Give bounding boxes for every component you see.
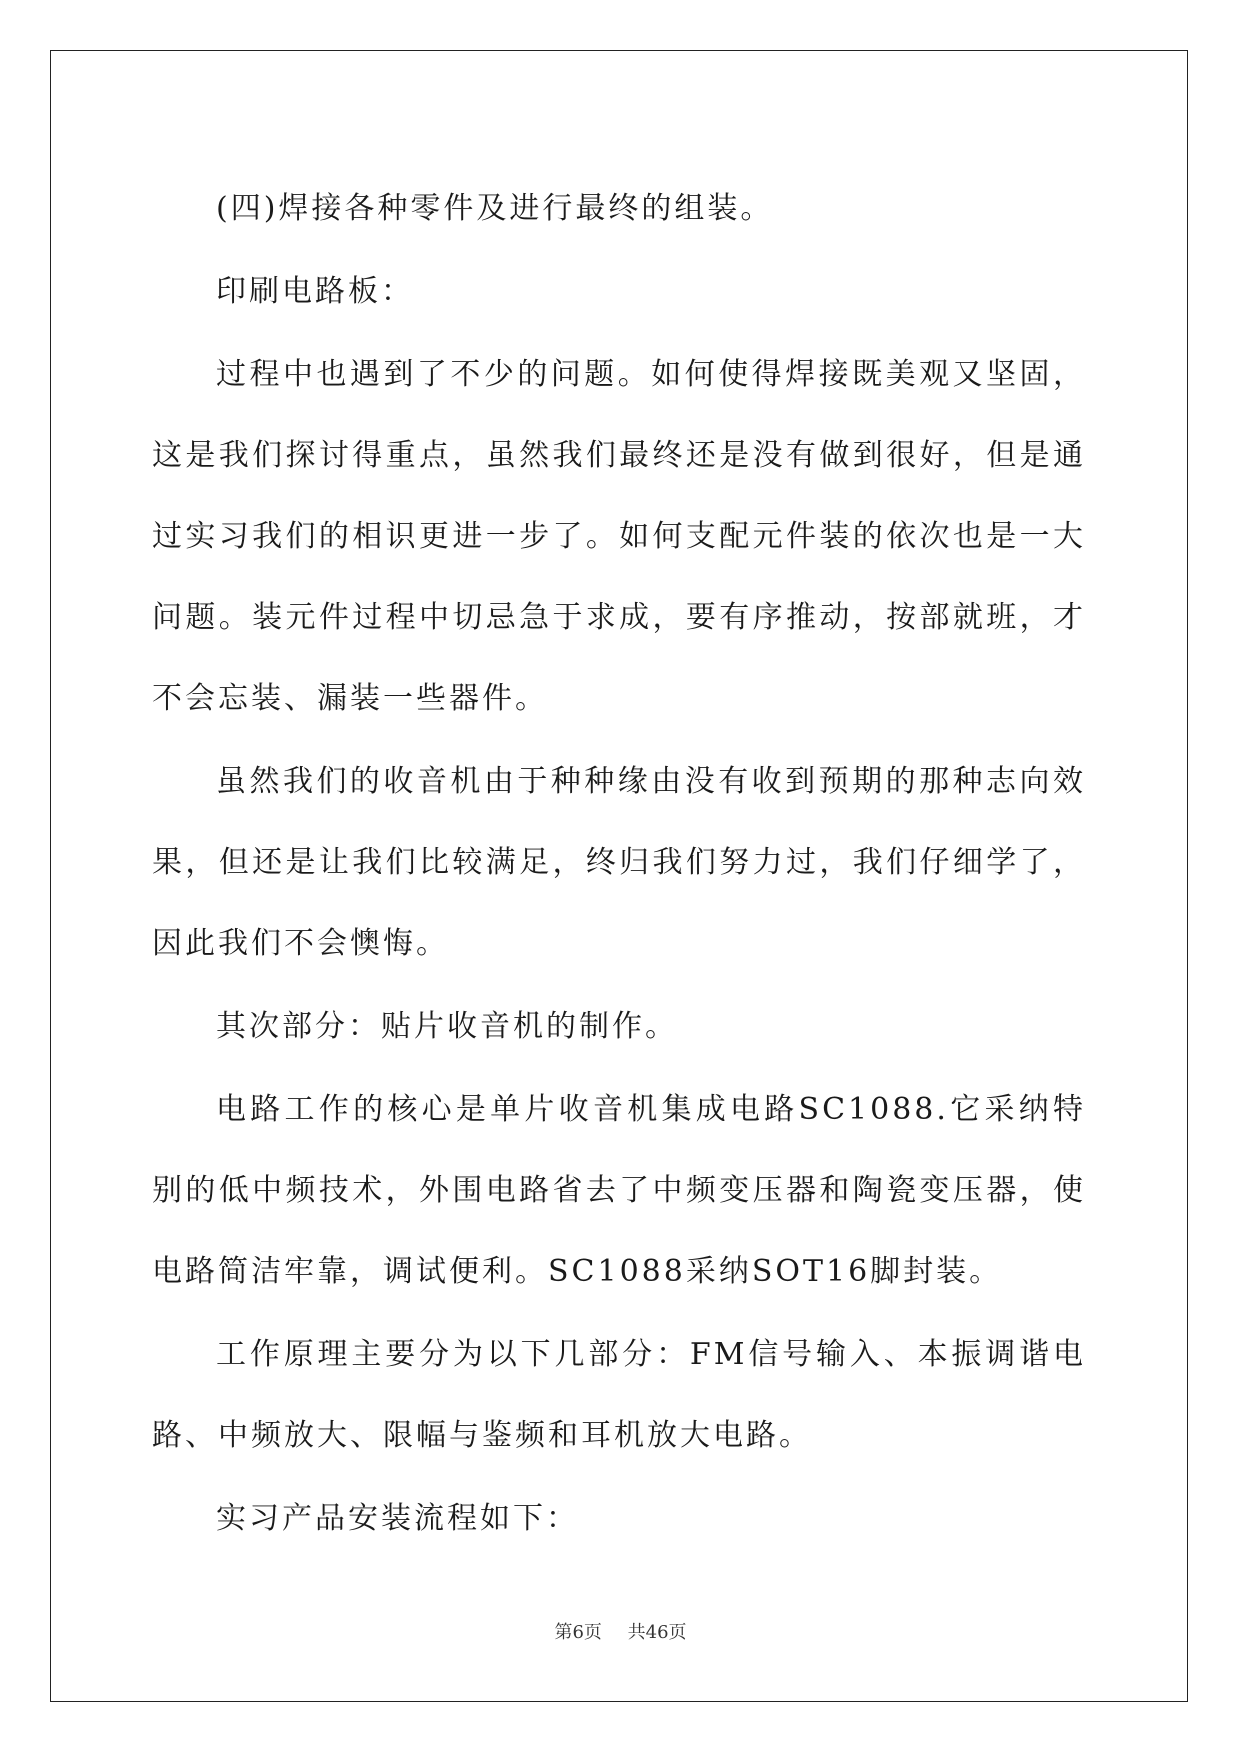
paragraph-problems: 过程中也遇到了不少的问题。如何使得焊接既美观又坚固，这是我们探讨得重点，虽然我们最终还是没有做到很好，但是通过实习我们的相识更进一步了。如何支配元件装的依次也是一大问题。装元件过程中切忌急于求成，要有序推动，按部就班，才不会忘装、漏装一些器件。 [152, 357, 1086, 716]
page-footer [0, 1618, 1241, 1644]
paragraph-pcb-heading: 印刷电路板： [216, 274, 414, 309]
paragraph-working-principle: 工作原理主要分为以下几部分：FM信号输入、本振调谐电路、中频放大、限幅与鉴频和耳机放大电路。 [152, 1337, 1086, 1453]
paragraph-circuit-core: 电路工作的核心是单片收音机集成电路SC1088.它采纳特别的低中频技术，外围电路省去了中频变压器和陶瓷变压器，使电路简洁牢靠，调试便利。SC1088采纳SOT16脚封装。 [152, 1092, 1086, 1289]
page-number: 第6页 [554, 1622, 602, 1643]
paragraph-assembly-step: (四)焊接各种零件及进行最终的组装。 [216, 191, 774, 226]
paragraph-radio-result: 虽然我们的收音机由于种种缘由没有收到预期的那种志向效果，但还是让我们比较满足，终归我们努力过，我们仔细学了，因此我们不会懊悔。 [152, 764, 1086, 961]
paragraph-install-flow: 实习产品安装流程如下： [216, 1501, 579, 1536]
page-total: 共46页 [627, 1622, 687, 1643]
paragraph-part-two-heading: 其次部分：贴片收音机的制作。 [216, 1009, 678, 1044]
document-body [152, 168, 1086, 1561]
